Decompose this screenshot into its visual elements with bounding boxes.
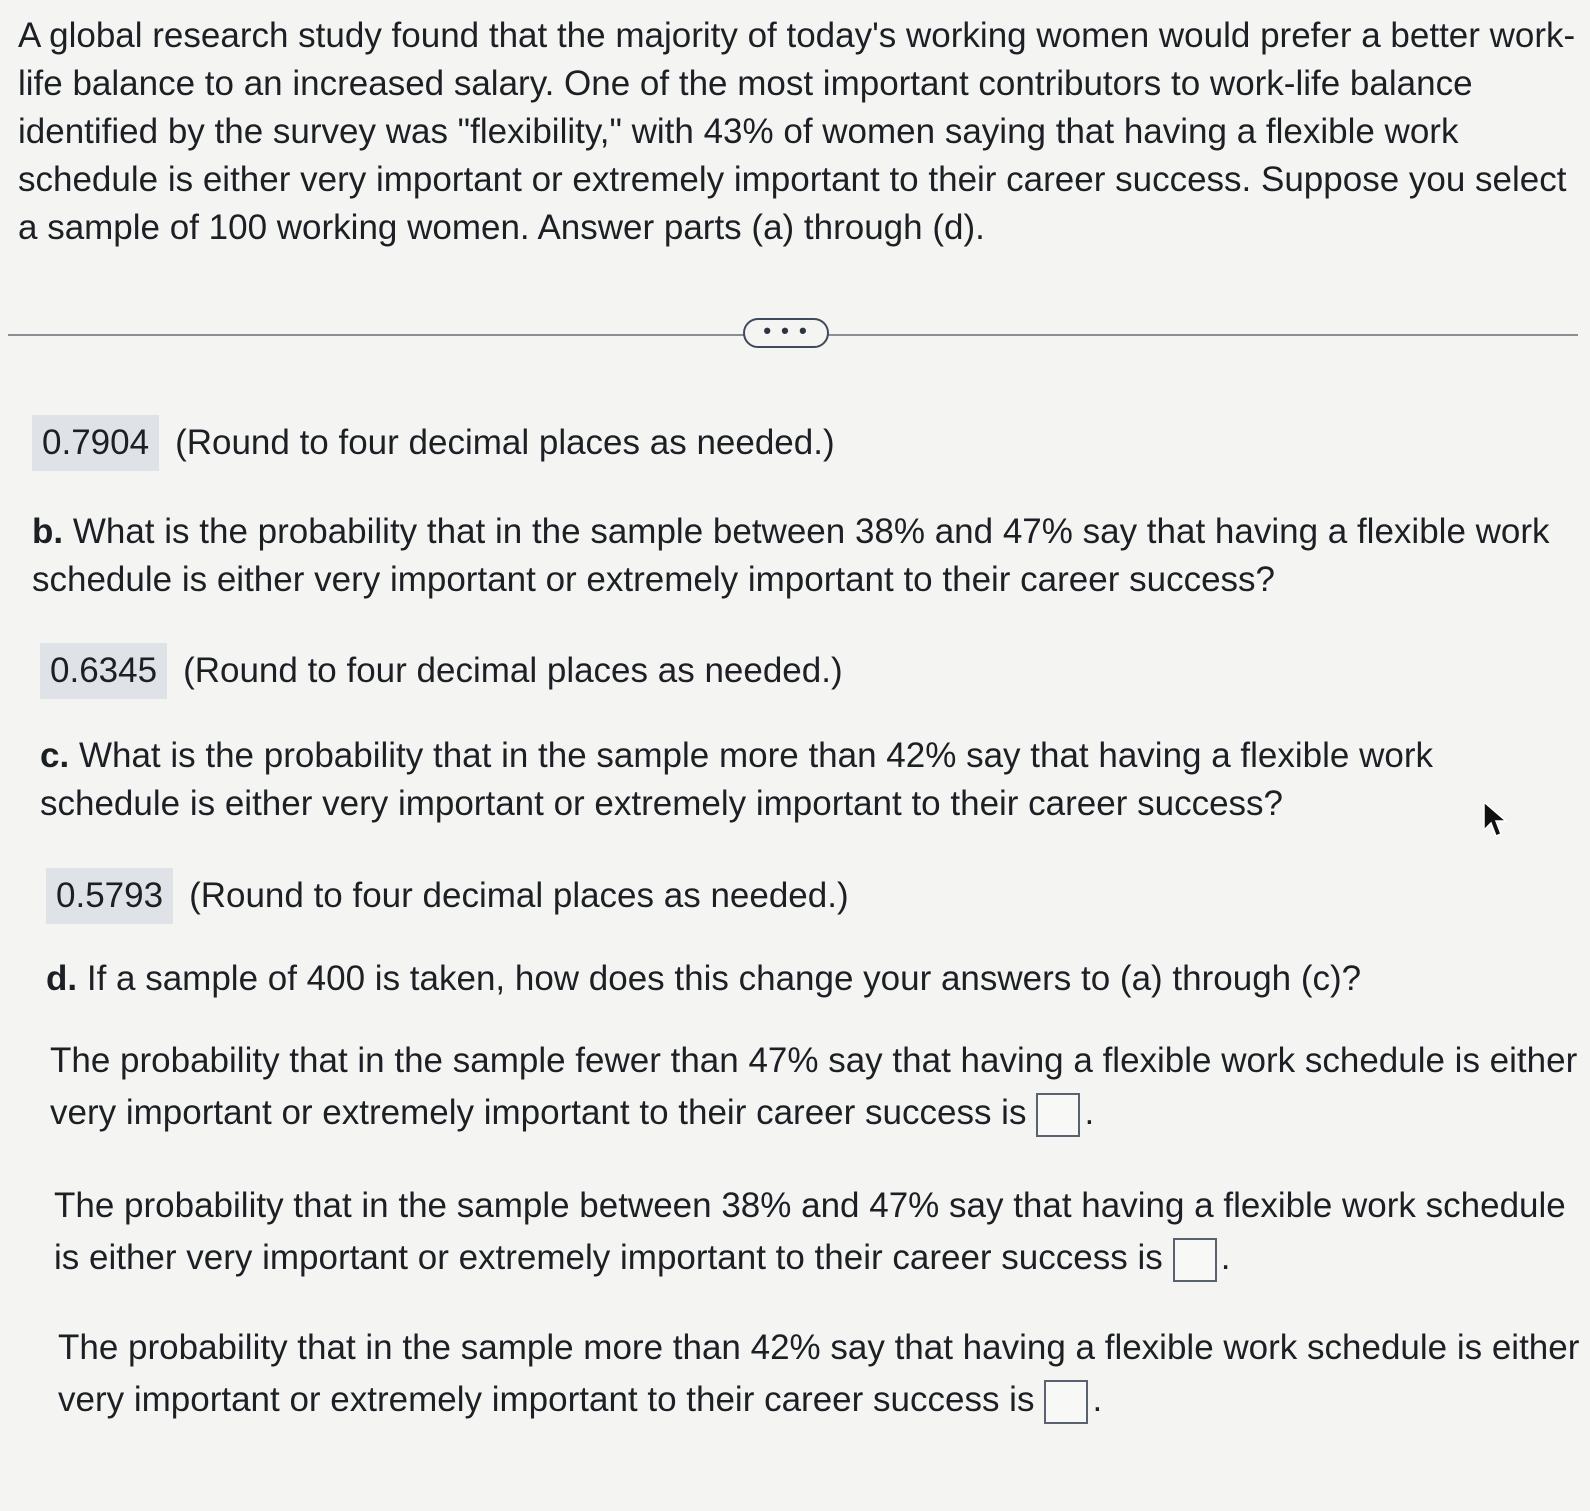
part-b-answer-row xyxy=(40,643,843,699)
part-b-question xyxy=(32,508,1562,604)
part-b-question-text: What is the probability that in the sample between 38% and 47% say that having a flexible work schedule is either very important or extremely important to their career success? xyxy=(32,512,1550,599)
part-a-rounding-hint: (Round to four decimal places as needed.) xyxy=(175,423,835,462)
part-c-question-text: What is the probability that in the sample more than 42% say that having a flexible work schedule is either very important or extremely important to their career success? xyxy=(40,736,1433,823)
part-d-fill-3-period: . xyxy=(1092,1380,1103,1419)
part-a-answer-row xyxy=(32,415,835,471)
part-d-fill-3 xyxy=(58,1322,1588,1426)
part-c-question xyxy=(40,732,1570,828)
part-d-fill-2-text: The probability that in the sample between 38% and 47% say that having a flexible work schedule is either very important or extremely important to their career success is xyxy=(54,1186,1566,1277)
part-d-fill-3-text: The probability that in the sample more than 42% say that having a flexible work schedule is either very important or extremely important to their career success is xyxy=(58,1328,1580,1419)
section-divider xyxy=(8,318,1578,352)
part-d-answer-input-3[interactable] xyxy=(1044,1380,1088,1424)
part-b-answer-field[interactable]: 0.6345 xyxy=(40,643,167,699)
part-c-answer-field[interactable]: 0.5793 xyxy=(46,868,173,924)
mouse-pointer-icon xyxy=(1480,800,1510,840)
part-d-fill-1 xyxy=(50,1035,1580,1139)
part-b-rounding-hint: (Round to four decimal places as needed.) xyxy=(183,651,843,690)
part-c-rounding-hint: (Round to four decimal places as needed.) xyxy=(189,876,849,915)
problem-statement: A global research study found that the majority of today's working women would prefer a better work-life balance to an increased salary. One of the most important contributors to work-life balance identified by the survey was "flexibility," with 43% of women saying that having a flexible work schedule is either very important or extremely important to their career success. Suppose you select a sample of 100 working women. Answer parts (a) through (d). xyxy=(18,16,1576,247)
part-d-letter: d. xyxy=(46,959,78,998)
part-c-letter: c. xyxy=(40,736,70,775)
part-d-answer-input-1[interactable] xyxy=(1036,1093,1080,1137)
show-more-button[interactable]: • • • xyxy=(743,318,829,348)
part-c-answer-row xyxy=(46,868,849,924)
part-d-fill-2 xyxy=(54,1180,1584,1284)
part-d-question xyxy=(46,955,1576,1003)
part-d-fill-2-period: . xyxy=(1220,1238,1231,1277)
part-d-fill-1-period: . xyxy=(1084,1093,1095,1132)
part-d-question-text: If a sample of 400 is taken, how does this change your answers to (a) through (c)? xyxy=(86,959,1362,998)
part-d-answer-input-2[interactable] xyxy=(1173,1238,1217,1282)
part-a-answer-field[interactable]: 0.7904 xyxy=(32,415,159,471)
part-d-fill-1-text: The probability that in the sample fewer than 47% say that having a flexible work schedule is either very important or extremely important to their career success is xyxy=(50,1041,1578,1132)
part-b-letter: b. xyxy=(32,512,64,551)
